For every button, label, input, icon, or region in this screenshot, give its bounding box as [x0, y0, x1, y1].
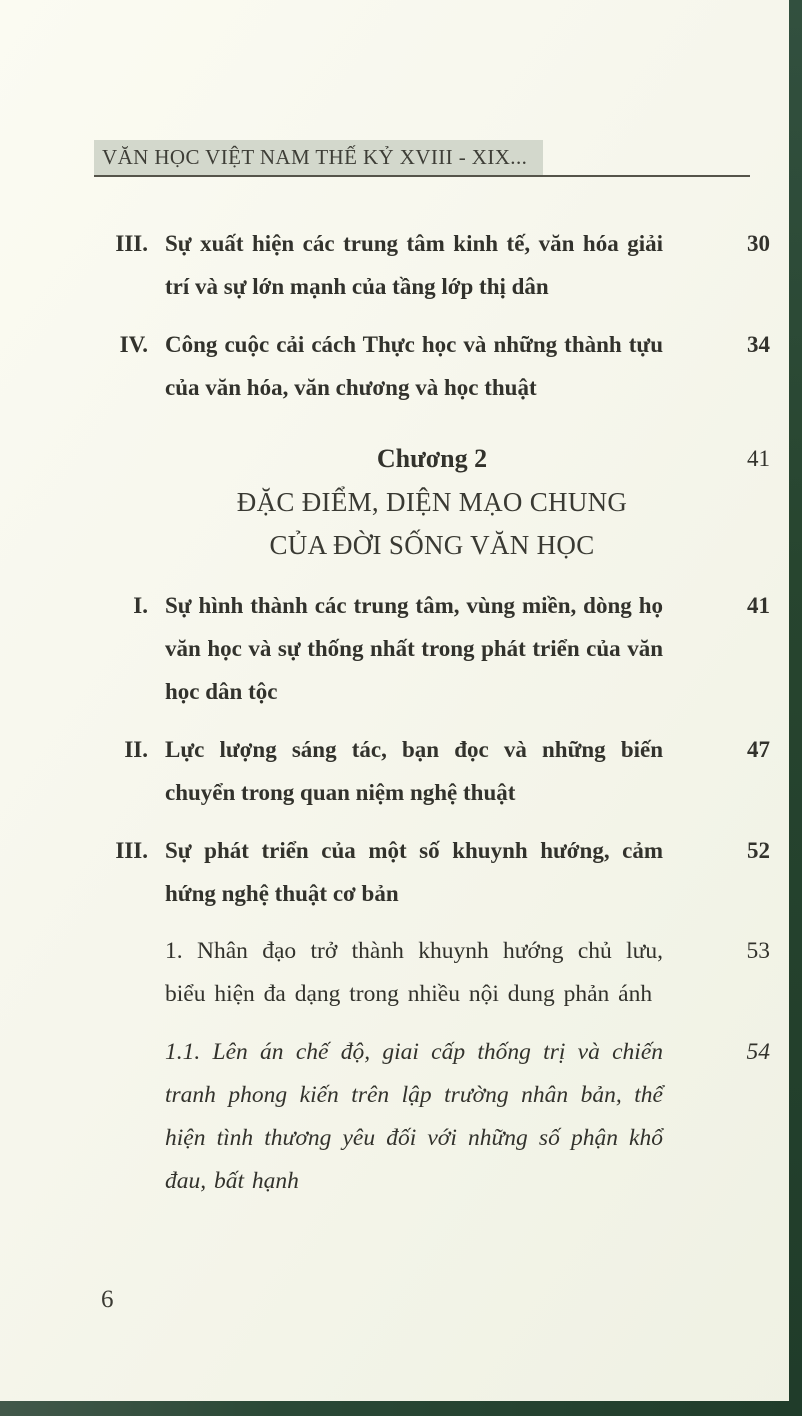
toc-entry-page-number: 47	[747, 737, 770, 762]
toc-entry-numeral: III.	[115, 231, 148, 256]
folio-page-number: 6	[101, 1286, 114, 1313]
toc-subentry-1-nhan-dao	[94, 930, 770, 1016]
chapter-2-heading	[94, 442, 770, 562]
toc-entry-iii-trung-tam	[94, 222, 770, 308]
toc-entry-text: Lực lượng sáng tác, bạn đọc và những biến chuyển trong quan niệm nghệ thuật	[165, 737, 663, 805]
toc-entry-numeral: III.	[115, 838, 148, 863]
toc-entry-text: 1.1. Lên án chế độ, giai cấp thống trị và chiến tranh phong kiến trên lập trường nhân bản, thể hiện tình thương yêu đối với những số phận khổ đau, bất hạnh	[165, 1039, 663, 1194]
toc-entry-page-number: 30	[747, 231, 770, 256]
toc-entry-page-number: 41	[747, 593, 770, 618]
toc-entry-page-number: 53	[746, 938, 770, 964]
toc-entry-iv-cai-cach	[94, 323, 770, 409]
dark-backdrop-bottom-edge	[0, 1401, 802, 1416]
toc-entry-text: Công cuộc cải cách Thực học và những thành tựu của văn hóa, văn chương và học thuật	[165, 332, 663, 400]
chapter-title: Chương 2	[376, 444, 488, 473]
chapter-subtitle-line-1: ĐẶC ĐIỂM, DIỆN MẠO CHUNG	[236, 487, 628, 517]
toc-entry-numeral: I.	[133, 593, 148, 618]
toc-entry-text: Sự xuất hiện các trung tâm kinh tế, văn hóa giải trí và sự lớn mạnh của tầng lớp thị dân	[165, 231, 663, 299]
chapter-page-number: 41	[747, 446, 770, 471]
toc-entry-page-number: 52	[747, 838, 770, 863]
toc-subentry-1-1-len-an	[94, 1031, 770, 1203]
toc-entry-ii-luc-luong	[94, 728, 770, 814]
dark-backdrop-right-edge	[789, 0, 802, 1416]
toc-entry-iii-phat-trien	[94, 829, 770, 915]
toc-entry-page-number: 34	[747, 332, 770, 357]
toc-entry-numeral: II.	[124, 737, 148, 762]
toc-entry-page-number: 54	[746, 1039, 770, 1065]
toc-entry-numeral: IV.	[119, 332, 148, 357]
running-header	[94, 140, 750, 177]
toc-entry-i-hinh-thanh	[94, 584, 770, 713]
page-content	[94, 140, 770, 1203]
toc-entry-text: 1. Nhân đạo trở thành khuynh hướng chủ lưu, biểu hiện đa dạng trong nhiều nội dung phản ánh	[165, 938, 663, 1007]
chapter-subtitle-line-2: CỦA ĐỜI SỐNG VĂN HỌC	[269, 530, 595, 560]
toc-entry-text: Sự phát triển của một số khuynh hướng, cảm hứng nghệ thuật cơ bản	[165, 838, 663, 906]
toc-entry-text: Sự hình thành các trung tâm, vùng miền, dòng họ văn học và sự thống nhất trong phát triển của văn học dân tộc	[165, 593, 663, 704]
running-header-title: VĂN HỌC VIỆT NAM THẾ KỶ XVIII - XIX...	[94, 140, 543, 175]
